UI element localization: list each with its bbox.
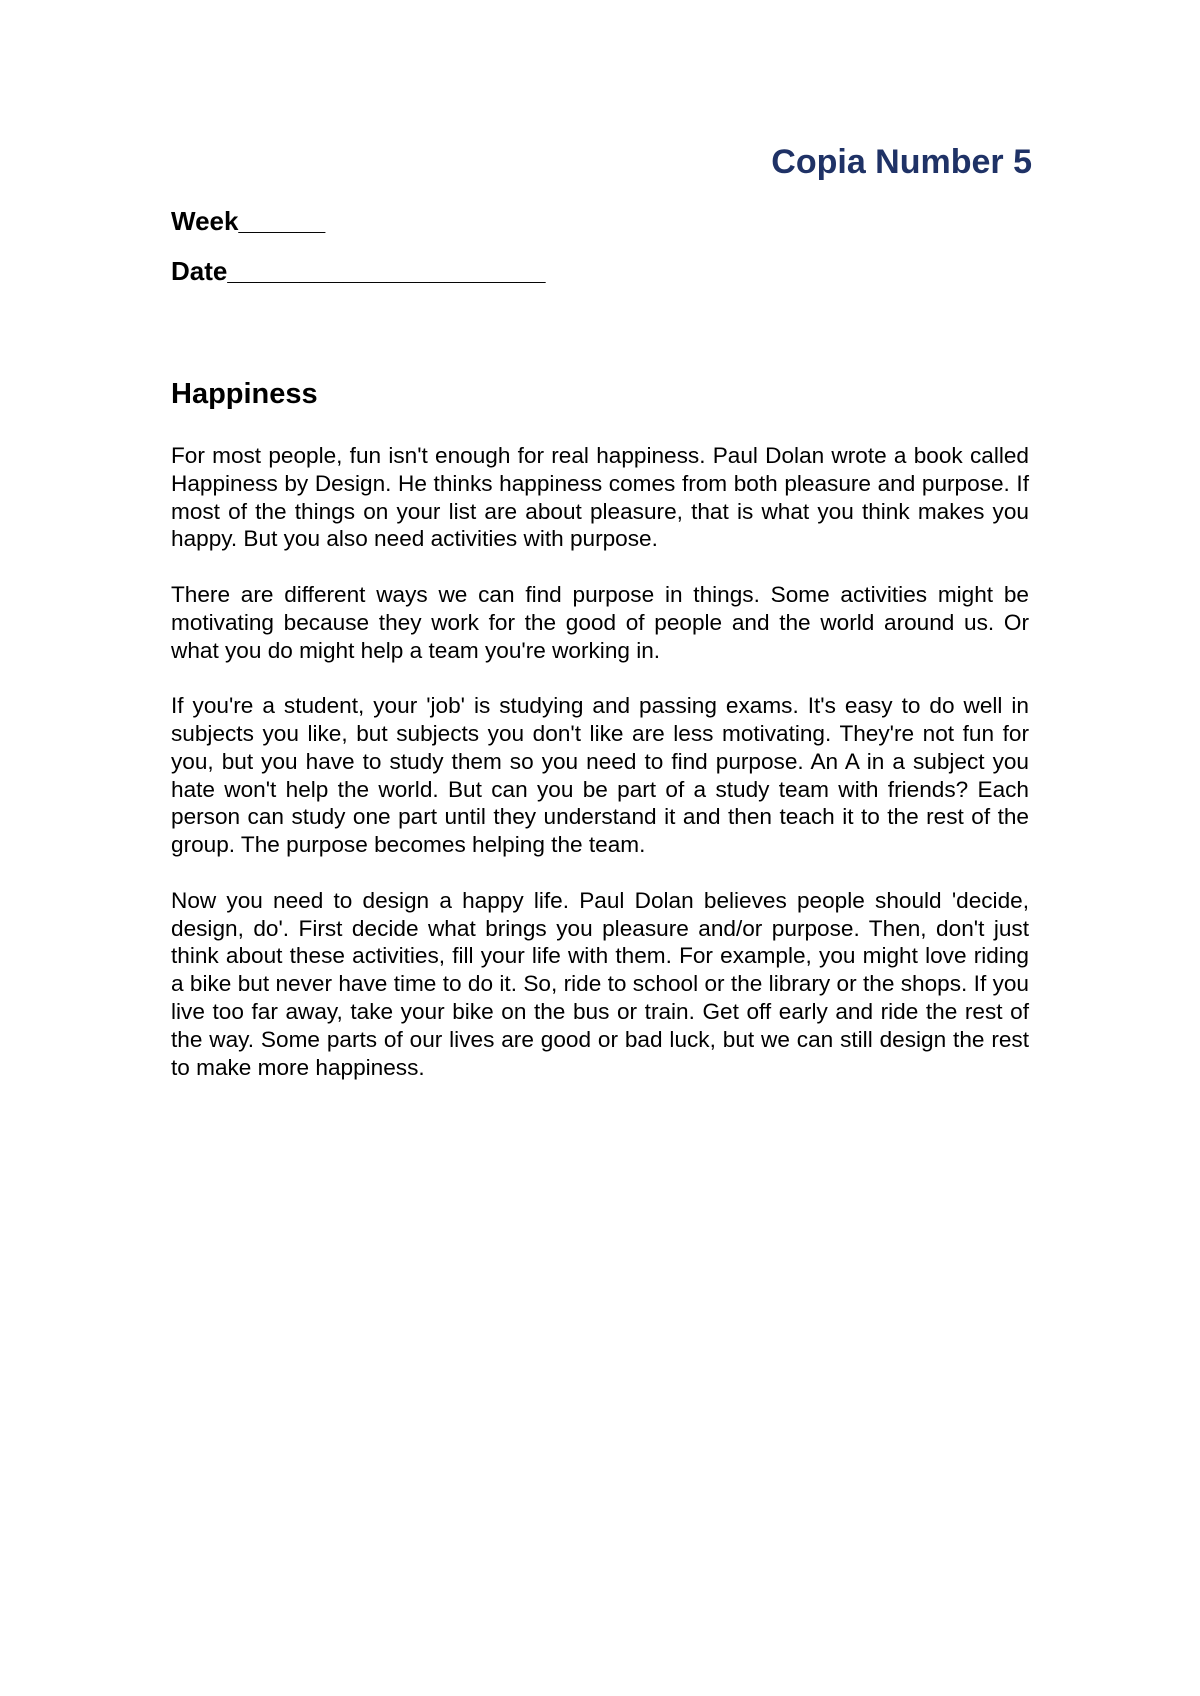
article-body (171, 442, 1029, 1109)
paragraph-4: Now you need to design a happy life. Paul Dolan believes people should 'decide, design, do'. First decide what brings you pleasure and/or purpose. Then, don't just think about these activities, fill your life with them. For example, you might love riding a bike but never have time to do it. So, ride to school or the library or the shops. If you live too far away, take your bike on the bus or train. Get off early and ride the rest of the way. Some parts of our lives are good or bad luck, but we can still design the rest to make more happiness. (171, 887, 1029, 1080)
paragraph-2: There are different ways we can find purpose in things. Some activities might be motivating because they work for the good of people and the world around us. Or what you do might help a team you're working in. (171, 581, 1029, 663)
date-field: Date______________________ (171, 256, 546, 286)
paragraph-1: For most people, fun isn't enough for real happiness. Paul Dolan wrote a book called Happiness by Design. He thinks happiness comes from both pleasure and purpose. If most of the things on your list are about pleasure, that is what you think makes you happy. But you also need activities with purpose. (171, 443, 1029, 552)
paragraph-3: If you're a student, your 'job' is studying and passing exams. It's easy to do well in subjects you like, but subjects you don't like are less motivating. They're not fun for you, but you have to study them so you need to find purpose. An A in a subject you hate won't help the world. But can you be part of a study team with friends? Each person can study one part until they understand it and then teach it to the rest of the group. The purpose becomes helping the team. (171, 693, 1029, 858)
week-field: Week______ (171, 206, 326, 236)
article-title: Happiness (171, 378, 318, 410)
copy-number-label: Copia Number 5 (771, 143, 1032, 181)
